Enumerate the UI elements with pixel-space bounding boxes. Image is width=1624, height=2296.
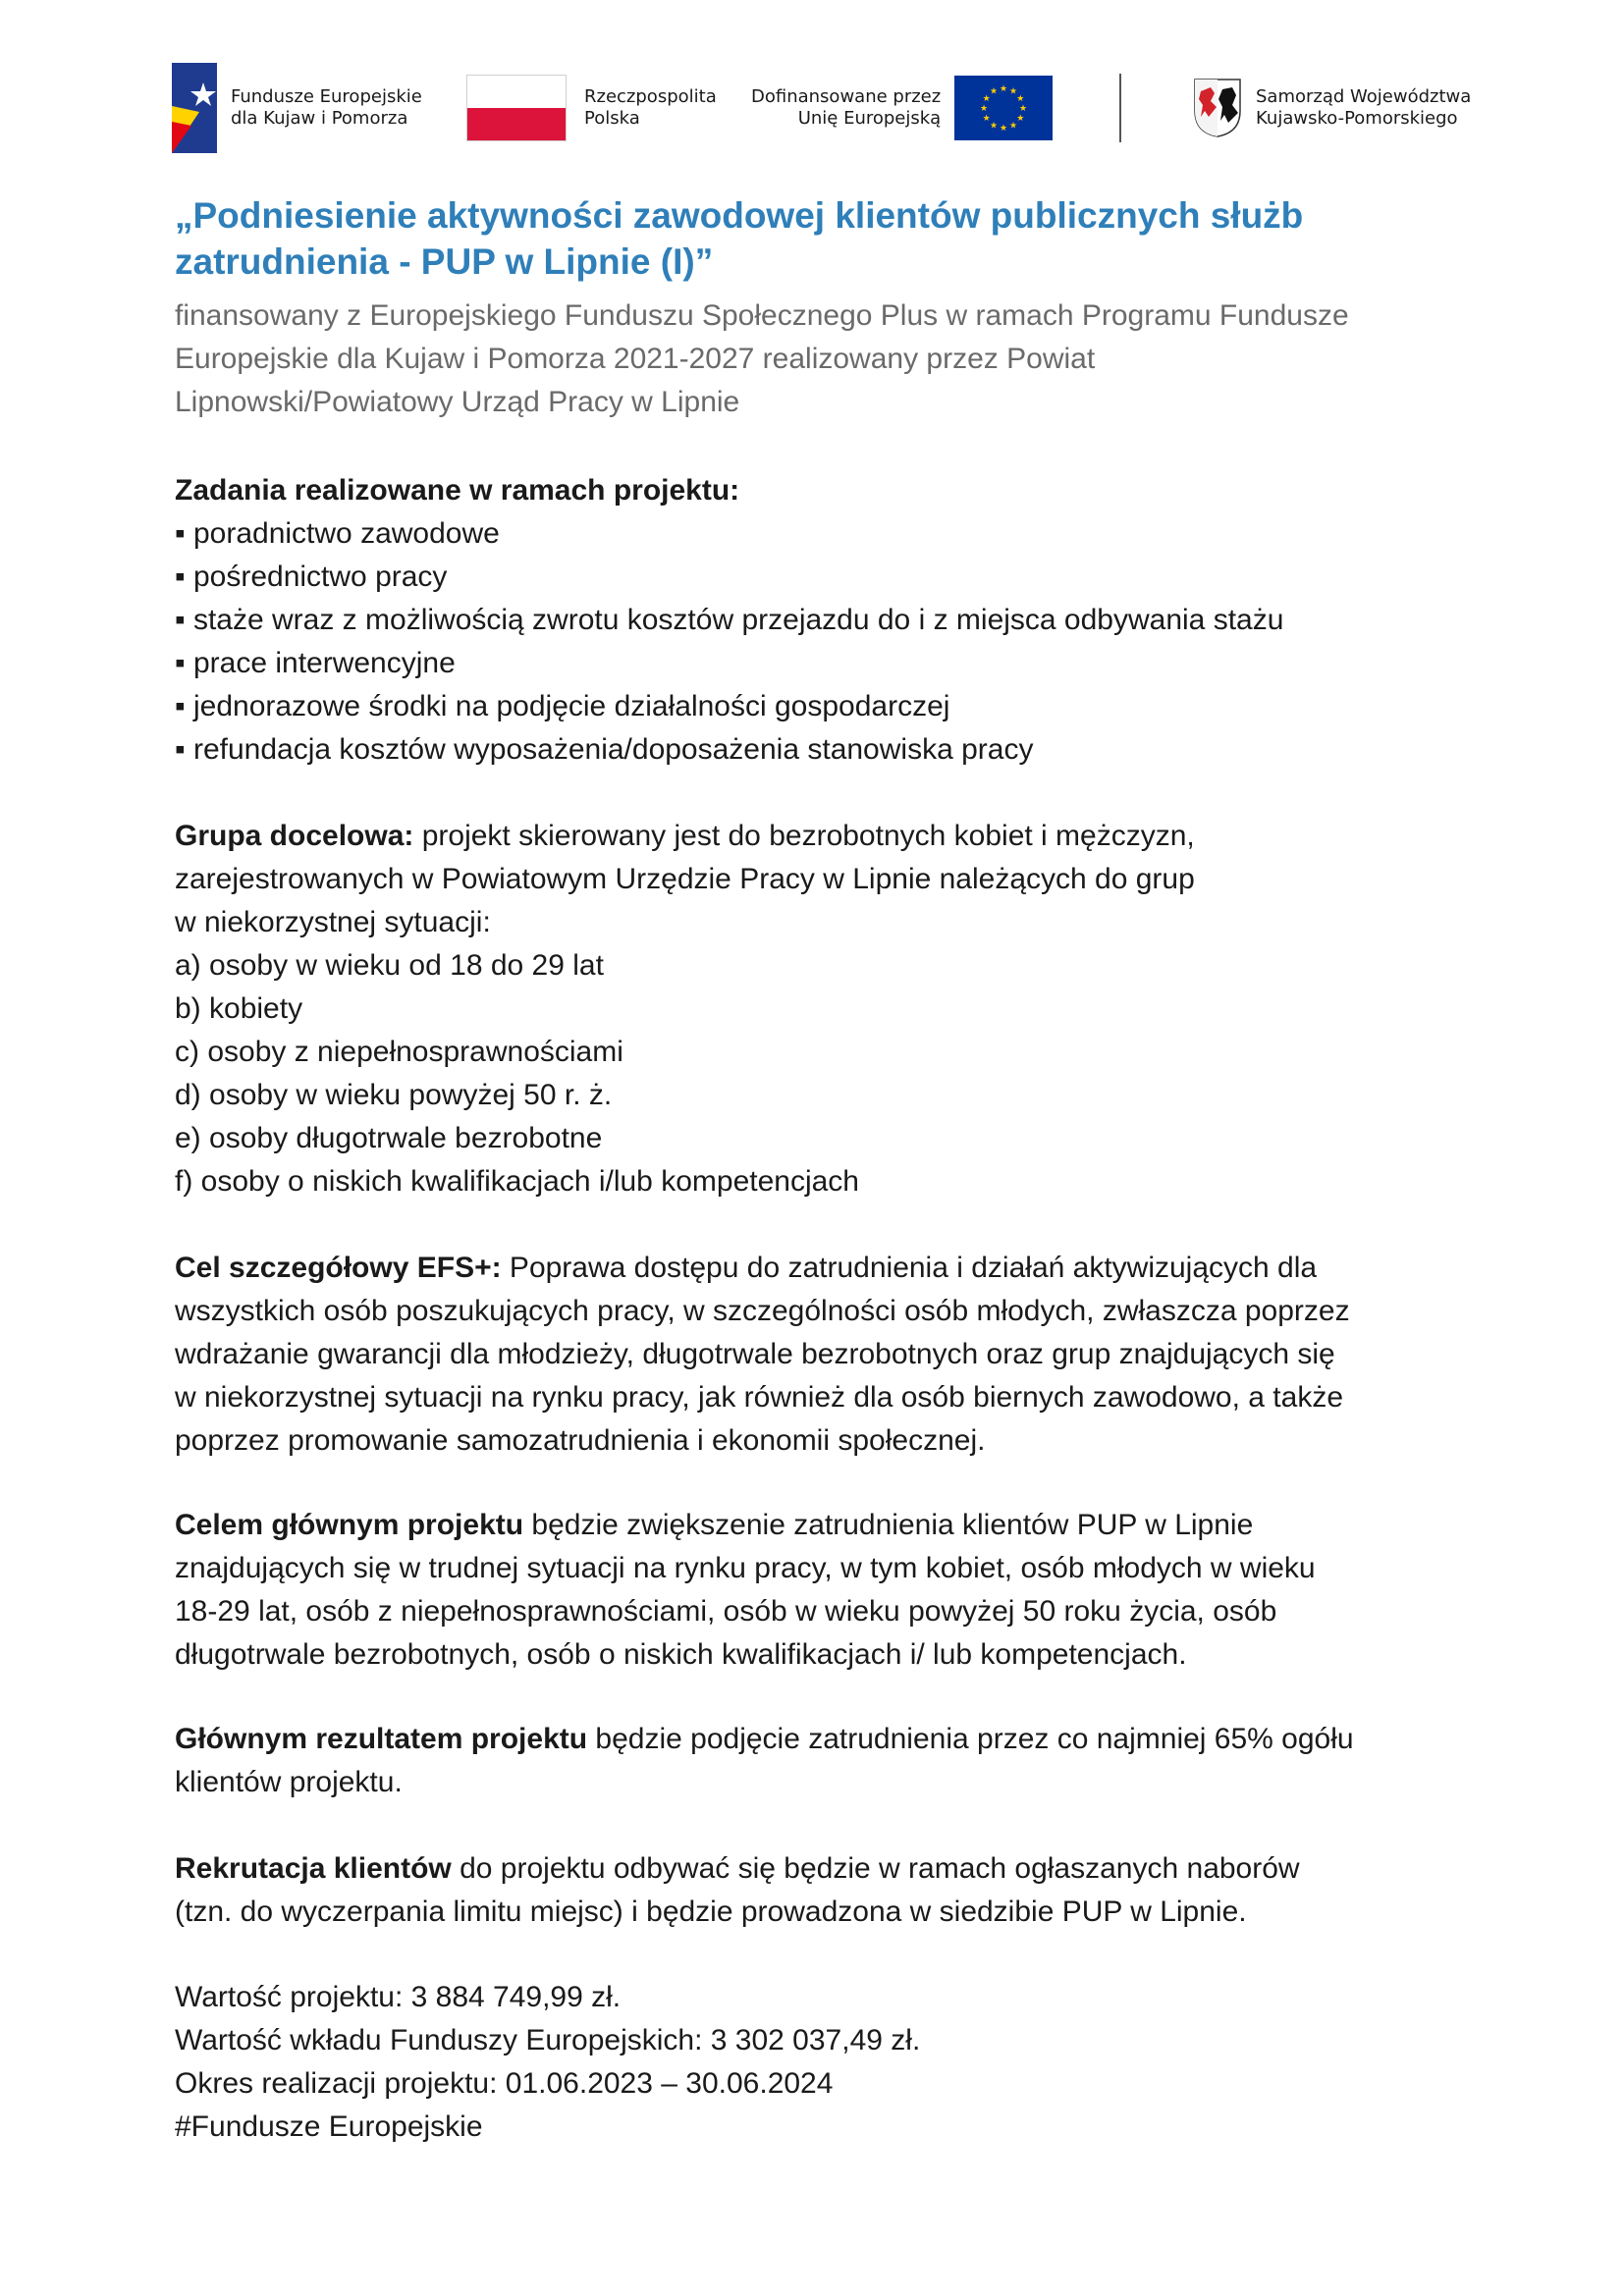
svg-text:★: ★	[1016, 94, 1025, 104]
task-item: ▪ refundacja kosztów wyposażenia/doposażenia stanowiska pracy	[175, 733, 1034, 766]
logo-strip	[172, 59, 1488, 157]
svg-text:★: ★	[1000, 84, 1008, 94]
polish-flag-icon	[466, 75, 567, 141]
target-group-label: Grupa docelowa:	[175, 820, 414, 852]
task-item: ▪ staże wraz z możliwością zwrotu kosztów przejazdu do i z miejsca odbywania stażu	[175, 604, 1284, 636]
kujawsko-pomorskie-coat-of-arms-icon	[1193, 78, 1242, 138]
eu-cofinancing-logo	[751, 59, 1053, 157]
svg-text:★: ★	[1019, 104, 1028, 114]
project-facts-section	[175, 1976, 1510, 2106]
target-group-item: b) kobiety	[175, 992, 303, 1025]
project-subtitle: finansowany z Europejskiego Funduszu Społecznego Plus w ramach Programu Fundusze Europejskie dla Kujaw i Pomorza 2021-2027 realizowany przez Powiat Lipnowski/Powiatowy Urząd Pracy w Lipnie	[175, 299, 1349, 418]
eu-cofinancing-label: Dofinansowane przez Unię Europejską	[751, 86, 942, 129]
tasks-heading: Zadania realizowane w ramach projektu:	[175, 474, 740, 507]
hashtag: #Fundusze Europejskie	[175, 2110, 483, 2143]
project-period: Okres realizacji projektu: 01.06.2023 – 30.06.2024	[175, 2067, 834, 2100]
eu-flag-icon	[954, 76, 1053, 140]
logo-separator	[1119, 74, 1121, 142]
main-result-section: Głównym rezultatem projektu będzie podjęcie zatrudnienia przez co najmniej 65% ogółu klientów projektu.	[175, 1723, 1354, 1798]
target-group-section: Grupa docelowa: projekt skierowany jest do bezrobotnych kobiet i mężczyzn, zarejestrowanych w Powiatowym Urzędzie Pracy w Lipnie należących do grup w niekorzystnej sytuacji: a) osoby w wieku od 18 do 29 lat b) kobiety c) osoby z niepełnosprawnościami d) osoby w wieku powyżej 50 r. ż. e) osoby długotrwale bezrobotne f) osoby o niskich kwalifikacjach i/lub kompetencjach	[175, 815, 1510, 1203]
target-group-item: e) osoby długotrwale bezrobotne	[175, 1122, 603, 1154]
svg-text:★: ★	[990, 86, 999, 97]
target-group-item: c) osoby z niepełnosprawnościami	[175, 1036, 623, 1068]
target-group-item: d) osoby w wieku powyżej 50 r. ż.	[175, 1079, 613, 1111]
samorzad-kujawsko-pomorskiego-logo	[1193, 59, 1471, 157]
fundusze-europejskie-emblem-icon	[172, 63, 217, 153]
svg-text:★: ★	[1009, 86, 1018, 97]
svg-text:★: ★	[1016, 114, 1025, 124]
svg-text:★: ★	[980, 104, 989, 114]
fundusze-europejskie-label: Fundusze Europejskie dla Kujaw i Pomorza	[231, 86, 422, 129]
main-goal-label: Celem głównym projektu	[175, 1509, 524, 1541]
task-item: ▪ pośrednictwo pracy	[175, 561, 448, 593]
eu-contribution-value: Wartość wkładu Funduszy Europejskich: 3 302 037,49 zł.	[175, 2024, 921, 2056]
target-group-item: a) osoby w wieku od 18 do 29 lat	[175, 949, 604, 982]
recruitment-section: Rekrutacja klientów do projektu odbywać się będzie w ramach ogłaszanych naborów (tzn. do wyczerpania limitu miejsc) i będzie prowadzona w siedzibie PUP w Lipnie.	[175, 1852, 1300, 1928]
rzeczpospolita-polska-label: Rzeczpospolita Polska	[584, 86, 717, 129]
svg-text:★: ★	[982, 114, 991, 124]
main-result-label: Głównym rezultatem projektu	[175, 1723, 588, 1755]
main-goal-section: Celem głównym projektu będzie zwiększenie zatrudnienia klientów PUP w Lipnie znajdujących się w trudnej sytuacji na rynku pracy, w tym kobiet, osób młodych w wieku 18-29 lat, osób z niepełnosprawnościami, osób w wieku powyżej 50 roku życia, osób długotrwale bezrobotnych, osób o niskich kwalifikacjach i/ lub kompetencjach.	[175, 1509, 1316, 1671]
target-group-item: f) osoby o niskich kwalifikacjach i/lub kompetencjach	[175, 1165, 859, 1198]
task-item: ▪ poradnictwo zawodowe	[175, 517, 500, 550]
svg-text:★: ★	[990, 121, 999, 132]
task-item: ▪ prace interwencyjne	[175, 647, 456, 679]
svg-text:★: ★	[1009, 121, 1018, 132]
fundusze-europejskie-logo	[172, 59, 422, 157]
project-title: „Podniesienie aktywności zawodowej klientów publicznych służb zatrudnienia - PUP w Lipnie (I)”	[175, 195, 1304, 282]
recruitment-label: Rekrutacja klientów	[175, 1852, 452, 1885]
tasks-section	[175, 469, 1510, 772]
svg-text:★: ★	[982, 94, 991, 104]
project-value: Wartość projektu: 3 884 749,99 zł.	[175, 1981, 622, 2013]
samorzad-label: Samorząd Województwa Kujawsko-Pomorskiego	[1256, 86, 1472, 129]
specific-objective-label: Cel szczegółowy EFS+:	[175, 1252, 502, 1284]
specific-objective-section: Cel szczegółowy EFS+: Poprawa dostępu do zatrudnienia i działań aktywizujących dla wszystkich osób poszukujących pracy, w szczególności osób młodych, zwłaszcza poprzez wdrażanie gwarancji dla młodzieży, długotrwale bezrobotnych oraz grup znajdujących się w niekorzystnej sytuacji na rynku pracy, jak również dla osób biernych zawodowo, a także poprzez promowanie samozatrudnienia i ekonomii społecznej.	[175, 1252, 1350, 1457]
task-item: ▪ jednorazowe środki na podjęcie działalności gospodarczej	[175, 690, 950, 722]
svg-text:★: ★	[1000, 124, 1008, 133]
rzeczpospolita-polska-logo	[466, 59, 717, 157]
